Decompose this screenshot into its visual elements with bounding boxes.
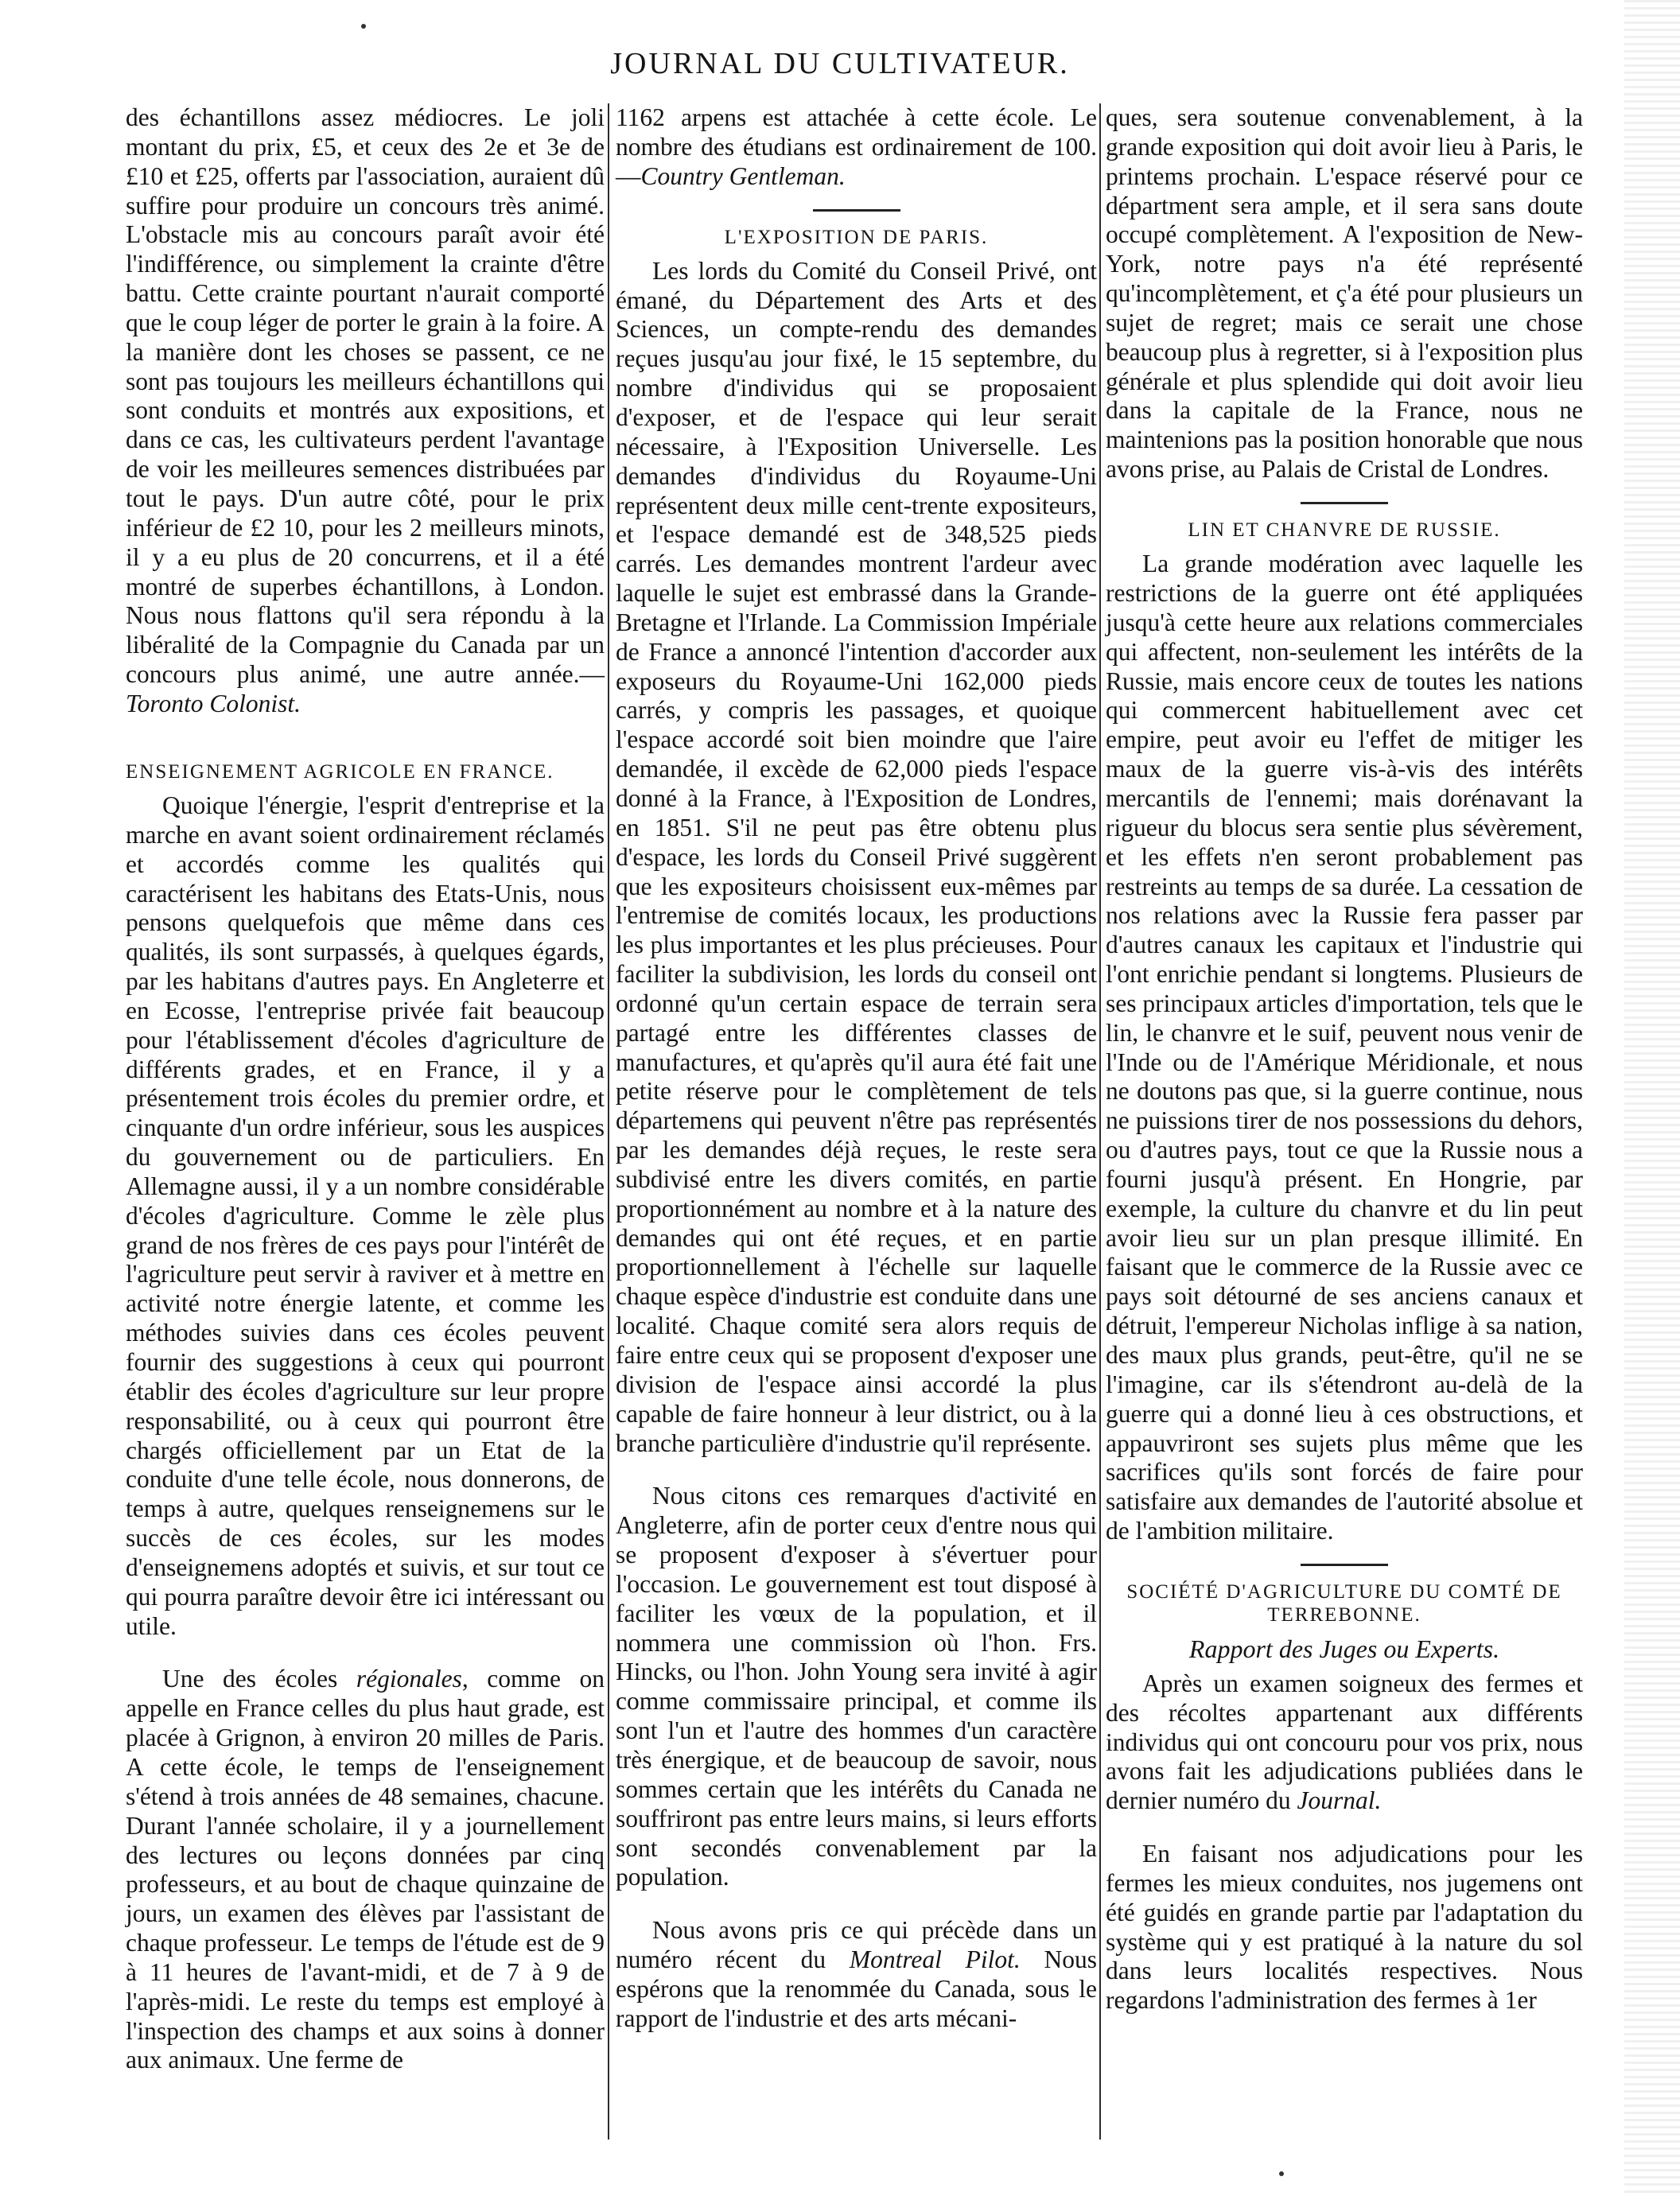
article-paragraph: Quoique l'énergie, l'esprit d'entreprise et la marche en avant soient ordinairement réclamés et accordés comme les qualités qui caractérisent les habitans des Etats-Unis, nous pensons quelquefois que même dans ces qualités, ils sont surpassés, à quelques égards, par les habitans d'autres pays. En Angleterre et en Ecosse, l'entreprise privée fait beaucoup pour l'établissement d'écoles d'agriculture de différents grades, et en France, il y a présentement trois écoles du premier ordre, et cinquante d'un ordre inférieur, sous les auspices du gouvernement ou de particuliers. En Allemagne aussi, il y a un nombre considérable d'écoles d'agriculture. Comme le zèle plus grand de nos frères de ces pays pour l'intérêt de l'agriculture peut servir à raviver et à mettre en activité notre énergie latente, et comme les méthodes suivies dans ces écoles peuvent fournir des suggestions à ceux qui pourront établir des écoles d'agriculture sur leur propre responsabilité, ou à ceux qui pourront être chargés officiellement par un Etat de la conduite d'une telle école, nous donnerons, de temps à autre, quelques renseignemens sur le succès de ces écoles, sur les modes d'enseignemens adoptés et suivis, et sur tout ce qui pourra paraître devoir être ici intéressant ou utile. <box>126 791 605 1640</box>
article-heading: SOCIÉTÉ D'AGRICULTURE DU COMTÉ DE TERREBONNE. <box>1126 1580 1562 1627</box>
article-subheading: Rapport des Juges ou Experts. <box>1188 1634 1500 1664</box>
scan-speck <box>1279 2171 1284 2176</box>
column-1 <box>126 103 605 2075</box>
article-paragraph: La grande modération avec laquelle les restrictions de la guerre ont été appliquées jusqu'à cette heure aux relations commerciales qui affectent, non-seulement les intérêts de la Russie, mais encore ceux de toutes les nations qui commercent habituellement avec cet empire, peut avoir eu l'effet de mitiger les maux de la guerre vis-à-vis des intérêts mercantils de l'ennemi; mais dorénavant la rigueur du blocus sera sentie plus sévèrement, et les effets n'en seront probablement pas restreints au temps de sa durée. La cessation de nos relations avec la Russie fera passer par d'autres canaux les capitaux et l'industrie qui l'ont enrichie pendant si longtems. Plusieurs de ses principaux articles d'importation, tels que le lin, le chanvre et le suif, peuvent nous venir de l'Inde ou de l'Amérique Méridionale, et nous ne doutons pas que, si la guerre continue, nous ne puissions tirer de nos possessions du dehors, ou d'autres pays, tout ce que la Russie nous a fourni jusqu'à présent. En Hongrie, par exemple, la culture du chanvre et du lin peut avoir lieu sur un plan presque illimité. En faisant que le commerce de la Russie avec ce pays soit détourné de ses anciens canaux et détruit, l'empereur Nicholas inflige à sa nation, des maux plus grands, peut-être, qu'il ne se l'imagine, car ils s'étendront au-delà de la guerre qui a donné lieu à ces obstructions, et appauvriront ses sujets plus même que les sacrifices qu'ils sont forcés de faire pour satisfaire aux demandes de l'autorité absolue et de l'ambition militaire. <box>1106 550 1583 1545</box>
scan-speck <box>361 24 366 29</box>
section-rule <box>813 209 900 212</box>
running-head: JOURNAL DU CULTIVATEUR. <box>610 47 1070 80</box>
section-rule <box>1301 1564 1388 1566</box>
article-paragraph: En faisant nos adjudications pour les fermes les mieux conduites, nos jugemens ont été guidés en grande partie par l'adaptation du système qui y est pratiqué à la nature du sol dans leurs localités respectives. Nous regardons l'administration des fermes à 1er <box>1106 1840 1583 2015</box>
article-paragraph: des échantillons assez médiocres. Le joli montant du prix, £5, et ceux des 2e et 3e de £10 et £25, offerts par l'association, auraient dû suffire pour produire un concours très animé. L'obstacle mis au concours paraît avoir été l'indifférence, ou simplement la crainte d'être battu. Cette crainte pourtant n'aurait comporté que le coup léger de porter le grain à la foire. A la manière dont les choses se passent, ce ne sont pas toujours les meilleurs échantillons qui sont conduits et montrés aux expositions, et dans ce cas, les cultivateurs perdent l'avantage de voir les meilleures semences distribuées par tout le pays. D'un autre côté, pour le prix inférieur de £2 10, pour les 2 meilleurs minots, il y a eu plus de 20 concurrens, et il a été montré de superbes échantillons, à London. Nous nous flattons qu'il sera répondu à la libéralité de la Compagnie du Canada par un concours plus animé, une autre année.—Toronto Colonist. <box>126 103 605 717</box>
article-paragraph: Les lords du Comité du Conseil Privé, ont émané, du Département des Arts et des Sciences, un compte-rendu des demandes reçues jusqu'au jour fixé, le 15 septembre, du nombre d'individus qui se proposaient d'exposer, et de l'espace qui leur serait nécessaire, à l'Exposition Universelle. Les demandes d'individus du Royaume-Uni représentent deux mille cent-trente expositeurs, et l'espace demandé est de 348,525 pieds carrés. Les demandes montrent l'ardeur avec laquelle le sujet est embrassé dans la Grande-Bretagne et l'Irlande. La Commission Impériale de France a annoncé l'intention d'accorder aux exposeurs du Royaume-Uni 162,000 pieds carrés, y compris les passages, et quoique l'espace accordé soit bien moindre que l'aire demandée, il excède de 62,000 pieds l'espace donné à la France, à l'Exposition de Londres, en 1851. S'il ne peut pas être obtenu plus d'espace, les lords du Conseil Privé suggèrent que les expositeurs choisissent eux-mêmes par l'entremise de comités locaux, les productions les plus importantes et les plus précieuses. Pour faciliter la subdivision, les lords du conseil ont ordonné qu'un certain espace de terrain sera partagé entre les différentes classes de manufactures, et qu'après qu'il aura été fait une petite réserve pour le complètement de tels départemens qui peuvent n'être pas représentés par les demandes déjà reçues, le reste sera subdivisé entre les divers comités, en partie proportionnément au nombre et à la nature des demandes qui ont été reçues, et en partie proportionnellement à l'échelle sur laquelle chaque espèce d'industrie est conduite dans une localité. Chaque comité sera alors requis de faire entre ceux qui se proposent d'exposer une division de l'espace ainsi accordé la plus capable de faire honneur à leur district, ou à la branche particulière d'industrie qu'il représente. <box>616 256 1097 1457</box>
article-paragraph: Une des écoles régionales, comme on appelle en France celles du plus haut grade, est placée à Grignon, à environ 20 milles de Paris. A cette école, le temps de l'enseignement s'étend à trois années de 48 semaines, chacune. Durant l'année scholaire, il y a journellement des lectures ou leçons données par cinq professeurs, et au bout de chaque quinzaine de jours, un examen des élèves par l'assistant de chaque professeur. Le temps de l'étude est de 9 à 11 heures de l'avant-midi, et de 7 à 9 de l'après-midi. Le reste du temps est employé à l'inspection des champs et aux soins à donner aux animaux. Une ferme de <box>126 1665 605 2074</box>
article-heading: LIN ET CHANVRE DE RUSSIE. <box>1188 519 1501 541</box>
column-rule <box>608 103 609 2140</box>
article-paragraph: 1162 arpens est attachée à cette école. Le nombre des étudians est ordinairement de 100.—Country Gentleman. <box>616 103 1097 190</box>
article-heading: ENSEIGNEMENT AGRICOLE EN FRANCE. <box>126 760 554 783</box>
column-3 <box>1106 103 1583 2015</box>
source-credit: Toronto Colonist. <box>126 689 301 717</box>
column-2 <box>616 103 1097 2034</box>
article-paragraph: Nous citons ces remarques d'activité en Angleterre, afin de porter ceux d'entre nous qui se proposent d'exposer à s'évertuer pour l'occasion. Le gouvernement est tout disposé à faciliter les vœux de la population, et il nommera une commission où l'hon. Frs. Hincks, ou l'hon. John Young sera invité à agir comme commissaire principal, et comme ils sont l'un et l'autre des hommes d'un caractère très énergique, et de beaucoup de savoir, nous sommes certain que les intérêts du Canada ne souffriront pas entre leurs mains, si leurs efforts sont secondés convenablement par la population. <box>616 1482 1097 1891</box>
article-paragraph: Nous avons pris ce qui précède dans un numéro récent du Montreal Pilot. Nous espérons que la renommée du Canada, sous le rapport de l'industrie et des arts mécani- <box>616 1916 1097 2032</box>
article-heading: L'EXPOSITION DE PARIS. <box>724 226 989 248</box>
column-rule <box>1099 103 1101 2140</box>
source-credit: Country Gentleman. <box>640 161 846 190</box>
scan-edge-noise <box>1624 0 1680 2196</box>
section-rule <box>1301 502 1388 504</box>
article-paragraph: ques, sera soutenue convenablement, à la grande exposition qui doit avoir lieu à Paris, le printems prochain. L'espace réservé pour ce départment sera ample, et il sera sans doute occupé complètement. A l'exposition de New-York, notre pays n'a été représenté qu'incomplètement, et ç'a été pour plusieurs un sujet de regret; mais ce serait une chose beaucoup plus à regretter, si à l'exposition plus générale et plus splendide qui doit avoir lieu dans la capitale de la France, nous ne maintenions pas la position honorable que nous avons prise, au Palais de Cristal de Londres. <box>1106 103 1583 484</box>
article-paragraph: Après un examen soigneux des fermes et des récoltes appartenant aux différents individus qui ont concouru pour vos prix, nous avons fait les adjudications publiées dans le dernier numéro du Journal. <box>1106 1669 1583 1815</box>
